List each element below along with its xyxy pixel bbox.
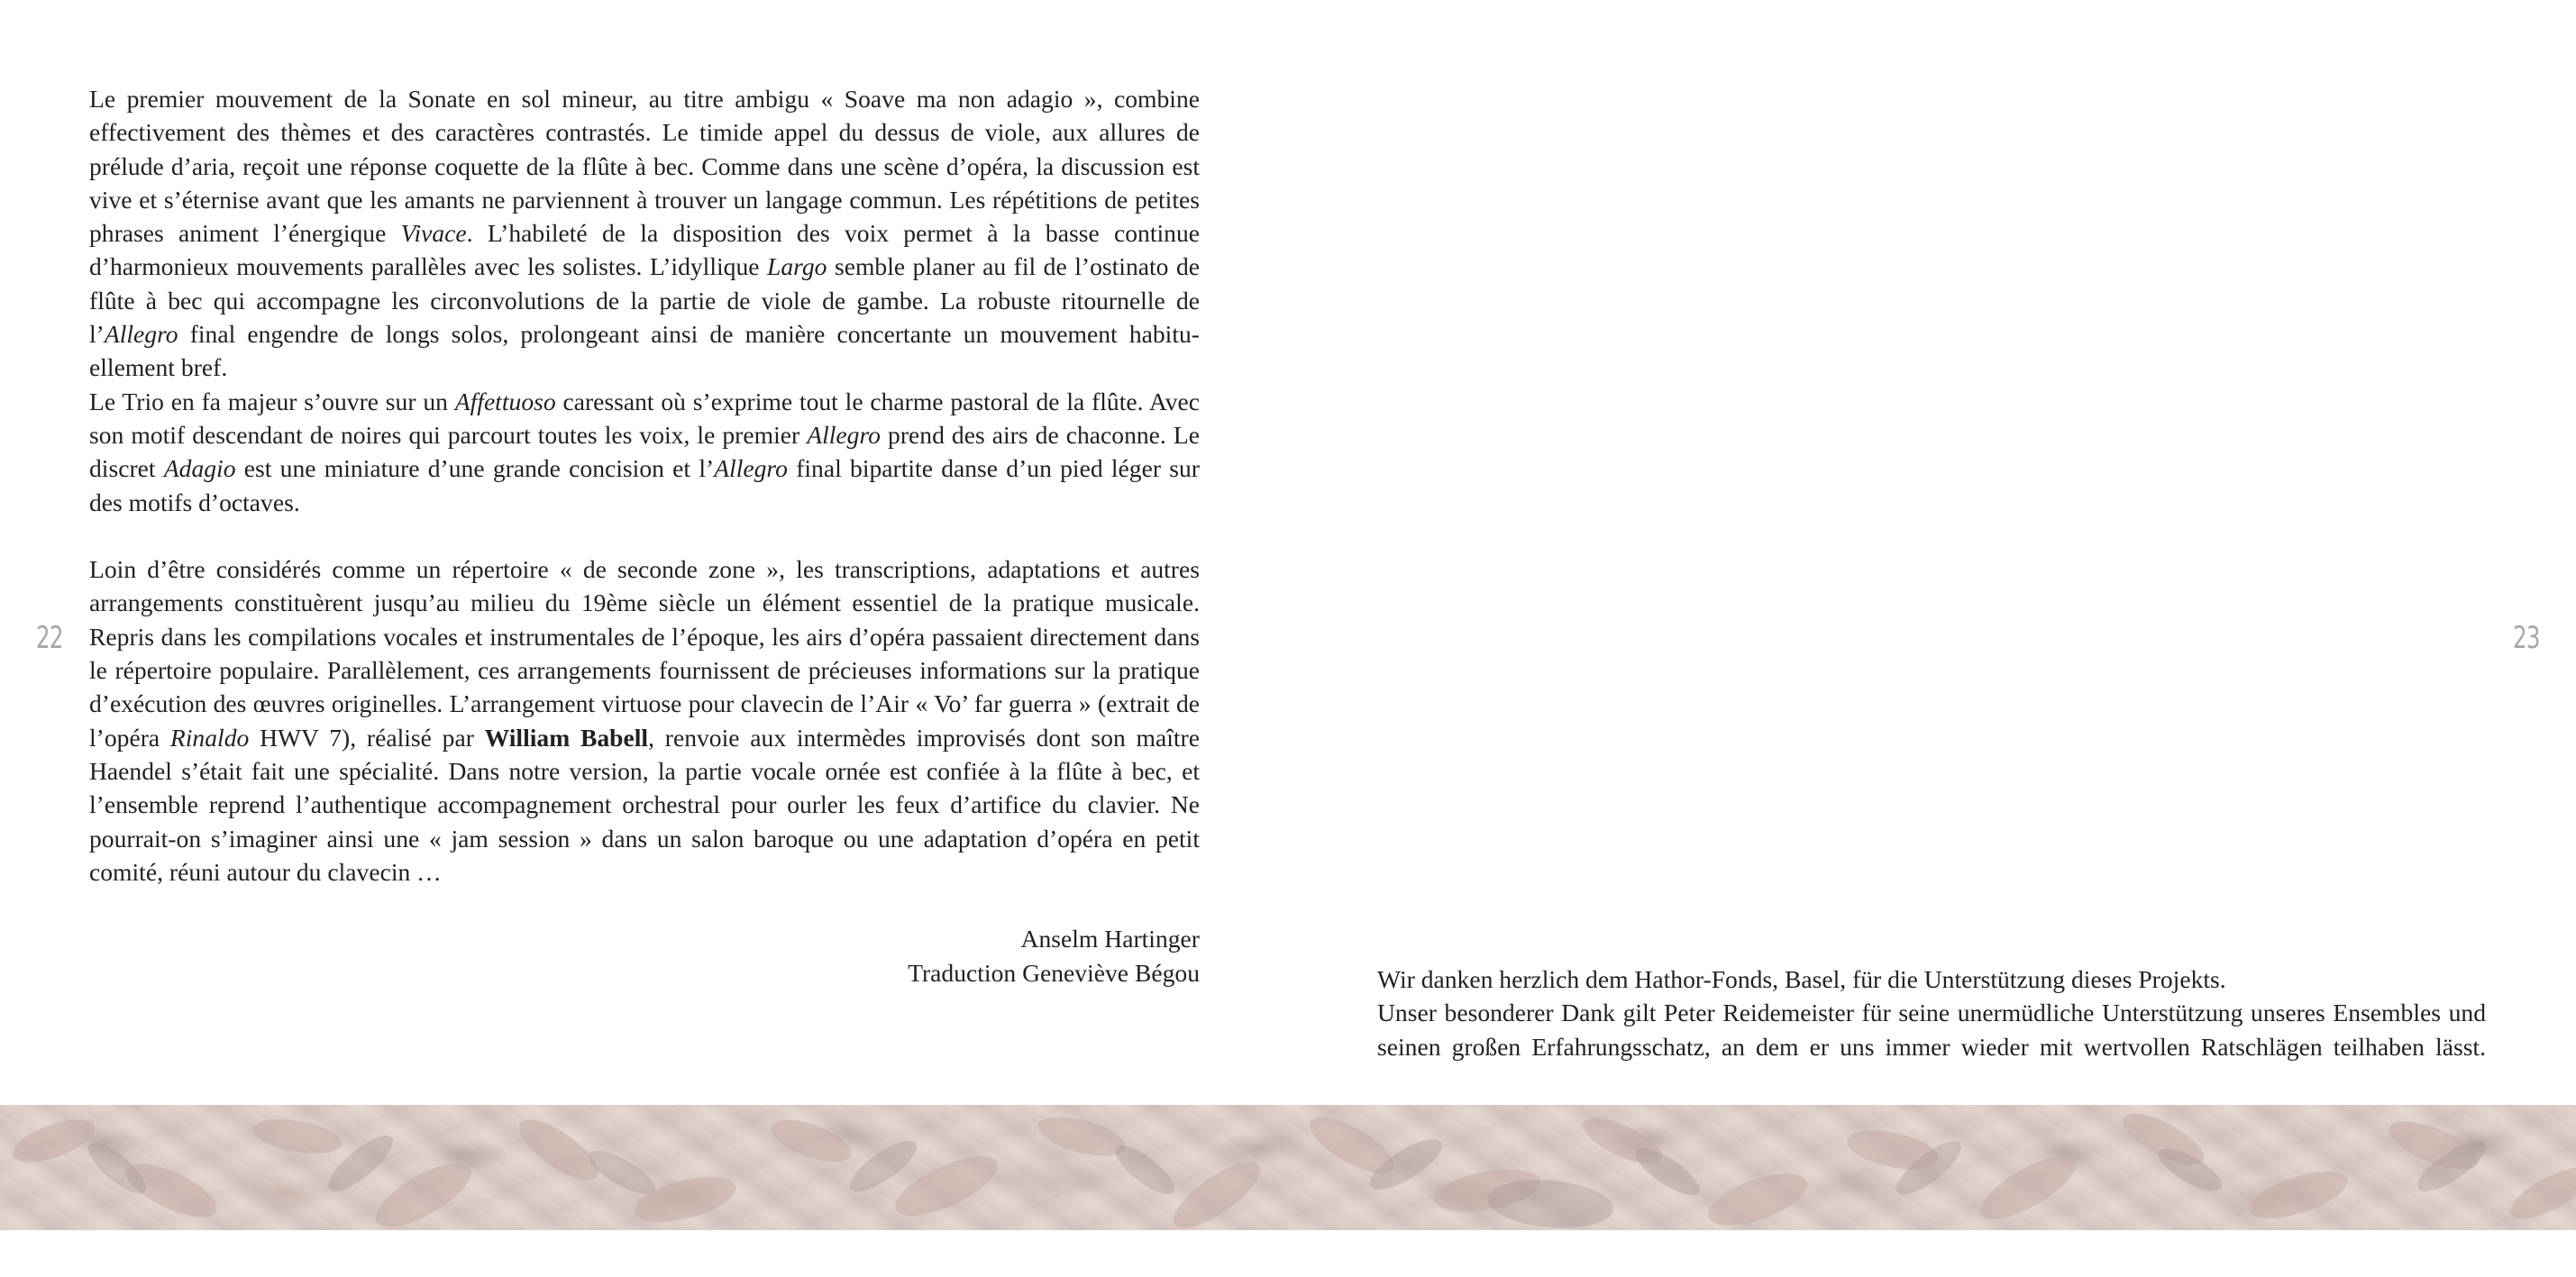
text-run: est une miniature d’une grande concision et l’ xyxy=(235,454,715,483)
photo-fade-overlay xyxy=(0,1105,2576,1230)
text-run: prend des airs de chaconne. Le discret xyxy=(89,420,1200,483)
acknowledgement-hathor: Wir danken herzlich dem Hathor-Fonds, Basel, für die Unterstützung dieses Projekts. xyxy=(1377,965,2226,993)
italic-term-allegro: Allegro xyxy=(104,320,178,349)
italic-term-vivace: Vivace xyxy=(400,219,467,248)
paragraph-sonata xyxy=(89,82,1200,385)
text-run: final bipartite danse d’un pied léger sur des motifs d’octaves. xyxy=(89,454,1200,516)
italic-term-allegro: Allegro xyxy=(807,420,881,449)
text-run: semble planer au fil de l’ostinato de flûte à bec qui accompagne les circonvolutions de la partie de viole de gambe. La robuste ritournelle de l’ xyxy=(89,252,1200,349)
acknowledgement-reidemeister: Unser besonderer Dank gilt Peter Reidemeister für seine unermüdliche Unterstützung unseres Ensembles und seinen großen Erfahrungsschatz, an dem er uns immer wieder mit wertvollen Ratschlägen teilhaben lässt. xyxy=(1377,999,2486,1061)
text-run: Loin d’être considérés comme un répertoire « de seconde zone », les transcriptions, adaptations et autres arrangements constituèrent jusqu’au milieu du 19ème siècle un élément essentiel de la pratique musicale. Repris dans les compilations vocales et instrumentales de l’époque, les airs d’opéra passaient directement dans le répertoire populaire. Parallèlement, ces arrangements fournissent de précieuses informations sur la pratique d’exécution des œuvres originelles. L’arrangement virtuose pour clavecin de l’Air « Vo’ far guerra » (extrait de l’opéra xyxy=(89,555,1200,752)
autumn-leaves-photo-band xyxy=(0,1105,2576,1230)
signature-translator: Traduction Geneviève Bégou xyxy=(908,958,1200,987)
signature-author: Anselm Hartinger xyxy=(1020,925,1200,953)
italic-term-affettuoso: Affettuoso xyxy=(454,387,556,415)
text-run: final engendre de longs solos, prolongeant ainsi de manière concertante un mouvement habituellement bref. xyxy=(89,320,1200,382)
text-run: caressant où s’exprime tout le charme pastoral de la flûte. Avec son motif descendant de noires qui parcourt toutes les voix, le premier xyxy=(89,387,1200,449)
paragraph-spacer xyxy=(89,519,1200,552)
text-run: HWV 7), réalisé par xyxy=(249,723,485,752)
text-run: Le premier mouvement de la Sonate en sol mineur, au titre ambigu « Soave ma non adagio », combine effectivement des thèmes et des caractères contrastés. Le timide appel du dessus de viole, aux allures de prélude d’aria, reçoit une réponse coquette de la flûte à bec. Comme dans une scène d’opéra, la discussion est vive et s’éternise avant que les amants ne parviennent à trouver un langage commun. Les répétitions de petites phrases animent l’énergique xyxy=(89,85,1200,248)
left-page-text xyxy=(89,82,1200,990)
italic-term-allegro: Allegro xyxy=(714,454,788,483)
paragraph-trio xyxy=(89,385,1200,519)
italic-term-rinaldo: Rinaldo xyxy=(169,723,250,752)
right-page-acknowledgements xyxy=(1377,962,2486,1063)
bold-name-william-babell: William Babell xyxy=(484,723,649,752)
paragraph-spacer xyxy=(89,889,1200,922)
text-run: , renvoie aux intermèdes improvisés dont son maître Haendel s’était fait une spécialité. Dans notre version, la partie vocale ornée est confiée à la flûte à bec, et l’ensemble reprend l’authentique accompagnement orchestral pour ourler les feux d’artifice du clavier. Ne pourrait-on s’imaginer ainsi une « jam session » dans un salon baroque ou une adaptation d’opéra en petit comité, réuni autour du clavecin … xyxy=(89,723,1200,886)
italic-term-adagio: Adagio xyxy=(163,454,236,483)
page-number-left: 22 xyxy=(36,620,63,656)
text-run: Le Trio en fa majeur s’ouvre sur un xyxy=(89,387,455,415)
paragraph-arrangements xyxy=(89,552,1200,889)
italic-term-largo: Largo xyxy=(767,252,827,281)
page-number-right: 23 xyxy=(2513,620,2540,656)
text-run: . L’habileté de la disposition des voix permet à la basse continue d’harmonieux mouvements parallèles avec les solistes. L’idyllique xyxy=(89,219,1200,281)
